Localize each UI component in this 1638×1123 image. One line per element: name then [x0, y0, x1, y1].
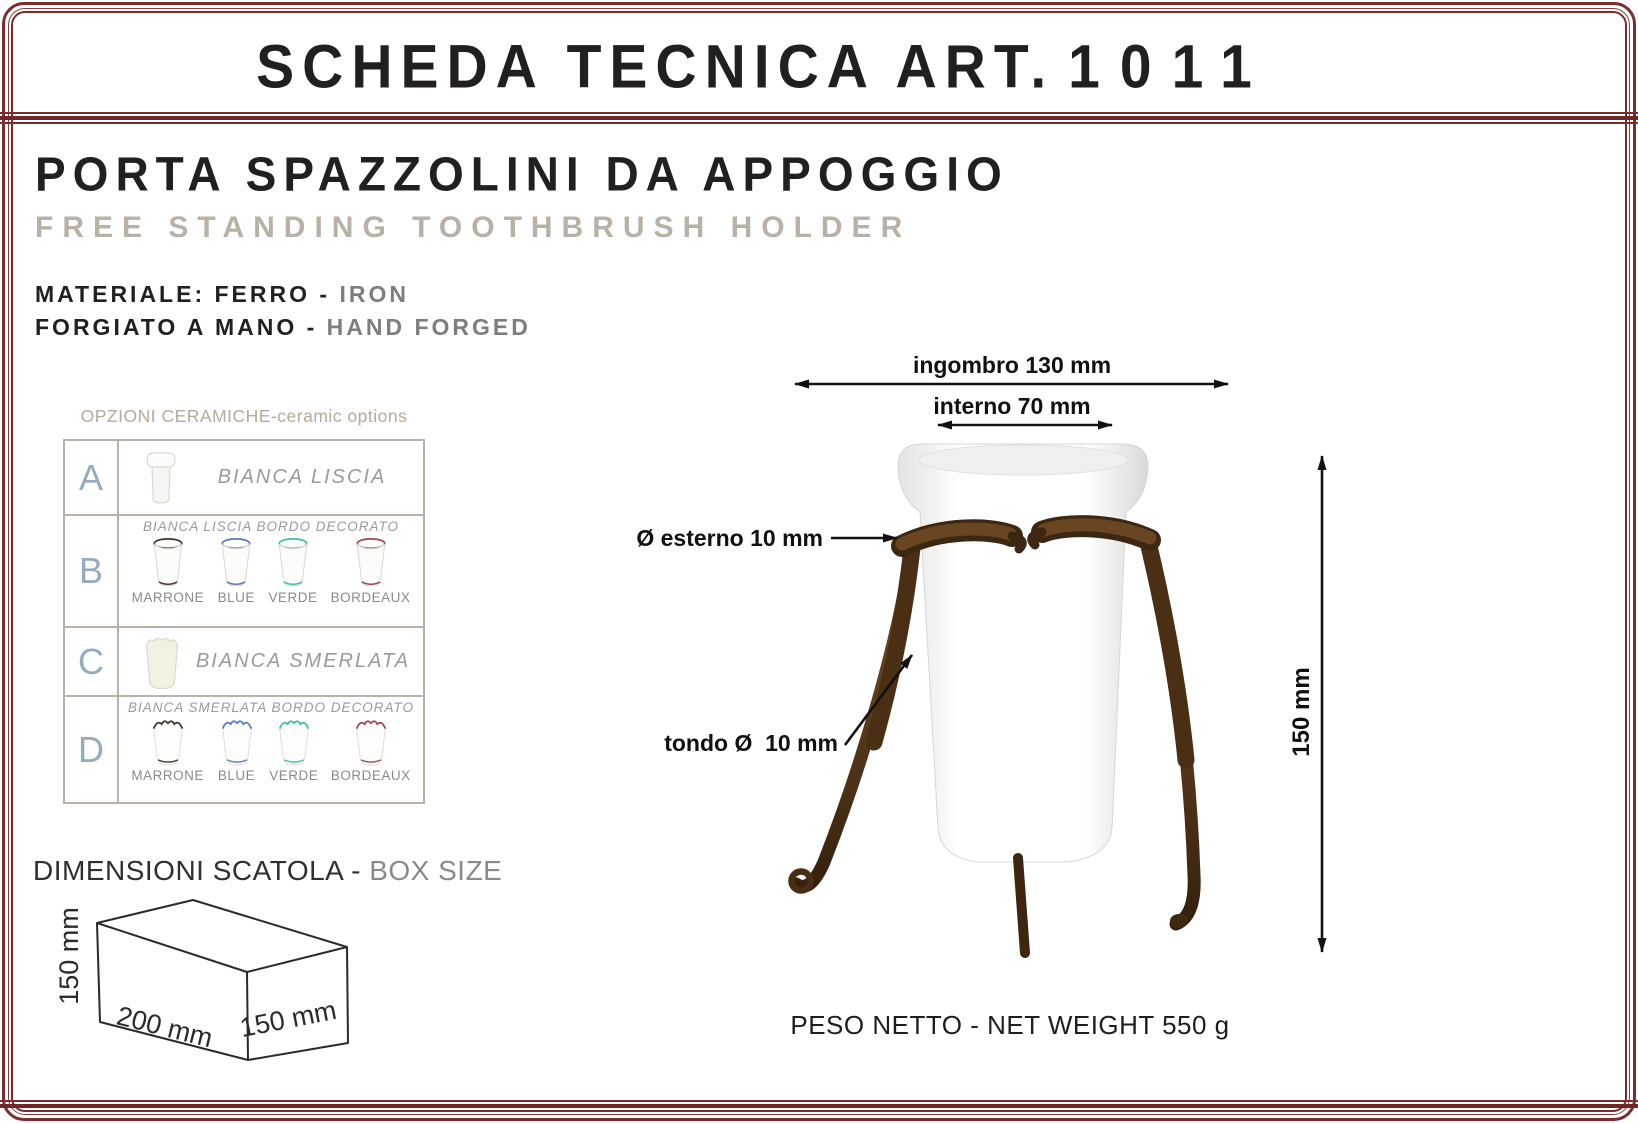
material-label-italian: MATERIALE: FERRO - — [35, 281, 331, 307]
variant-cell — [268, 536, 317, 605]
ceramic-row-d — [65, 695, 423, 802]
esterno-dimension-label: Ø esterno 10 mm — [636, 525, 823, 551]
cup-smerlata-blue-icon — [217, 717, 257, 767]
row-letter: D — [65, 697, 119, 802]
cup-bianca-liscia-icon — [141, 450, 181, 506]
cup-smerlata-marrone-icon — [148, 717, 188, 767]
page-title-text: SCHEDA TECNICA ART. — [256, 32, 1055, 102]
product-title-italian: PORTA SPAZZOLINI DA APPOGGIO — [35, 147, 1009, 202]
material-line — [35, 281, 409, 308]
forged-label-italian: FORGIATO A MANO - — [35, 314, 318, 340]
variant-label: BORDEAUX — [330, 590, 411, 605]
box-height-label: 150 mm — [54, 907, 84, 1005]
variant-label: BLUE — [217, 590, 255, 605]
forged-line — [35, 314, 531, 341]
box-size-title-english: BOX SIZE — [369, 855, 503, 886]
ceramic-options-title: OPZIONI CERAMICHE-ceramic options — [80, 406, 408, 426]
variant-cell — [131, 717, 204, 783]
variant-label: BLUE — [217, 768, 256, 783]
ceramic-option-label: BIANCA SMERLATA — [195, 650, 411, 672]
cup-liscia-marrone-icon — [149, 536, 187, 589]
row-letter: B — [65, 516, 119, 626]
ceramic-row-b — [65, 514, 423, 626]
article-number: 1011 — [1068, 32, 1272, 102]
ingombro-dimension-label: ingombro 130 mm — [912, 352, 1112, 378]
variant-cell — [217, 536, 255, 605]
ceramic-row-a — [65, 441, 423, 514]
variant-cell — [331, 717, 411, 783]
variant-cell — [132, 536, 205, 605]
cup-smerlata-verde-icon — [274, 717, 314, 767]
tondo-dimension-label: tondo Ø 10 mm — [664, 730, 838, 756]
ceramic-row-c — [65, 626, 423, 695]
cup-smerlata-bordeaux-icon — [351, 717, 391, 767]
variant-cell — [331, 536, 411, 605]
interno-dimension-label: interno 70 mm — [933, 393, 1091, 419]
header-separator-line — [0, 116, 1638, 120]
forged-label-english: HAND FORGED — [326, 314, 531, 340]
material-label-english: IRON — [339, 281, 409, 307]
dimension-arrows — [600, 340, 1360, 990]
variant-label: MARRONE — [131, 590, 205, 605]
ceramic-options-table — [63, 439, 425, 804]
row-letter: C — [65, 628, 119, 695]
variant-label: MARRONE — [131, 768, 204, 783]
header-band — [0, 26, 1638, 108]
ceramic-option-label: BIANCA LISCIA — [217, 466, 387, 488]
height-dimension-label: 150 mm — [1288, 667, 1315, 757]
variant-cell — [217, 717, 257, 783]
page-title — [256, 31, 1272, 102]
variant-label: VERDE — [269, 768, 319, 783]
footer-separator-line — [0, 1100, 1638, 1102]
ceramic-option-label: BIANCA LISCIA BORDO DECORATO — [142, 519, 400, 534]
ceramic-option-label: BIANCA SMERLATA BORDO DECORATO — [127, 700, 415, 715]
variant-cell — [269, 717, 318, 783]
box-length-label: 200 mm — [113, 1000, 216, 1054]
header-separator-line — [0, 122, 1638, 124]
tondo-arrow — [845, 655, 912, 745]
row-letter: A — [65, 441, 119, 514]
cup-liscia-verde-icon — [274, 536, 312, 589]
product-title-english: FREE STANDING TOOTHBRUSH HOLDER — [35, 211, 912, 244]
net-weight-label: PESO NETTO - NET WEIGHT 550 g — [790, 1010, 1230, 1040]
box-size-title-italian: DIMENSIONI SCATOLA - — [33, 855, 361, 886]
cup-liscia-blue-icon — [217, 536, 255, 589]
variant-label: VERDE — [268, 590, 318, 605]
box-depth-label: 150 mm — [237, 994, 339, 1044]
cup-liscia-bordeaux-icon — [352, 536, 390, 589]
header-separator-line — [0, 112, 1638, 114]
variant-label: BORDEAUX — [330, 768, 411, 783]
cup-bianca-smerlata-icon — [141, 633, 183, 691]
footer-separator-line — [0, 1104, 1638, 1108]
